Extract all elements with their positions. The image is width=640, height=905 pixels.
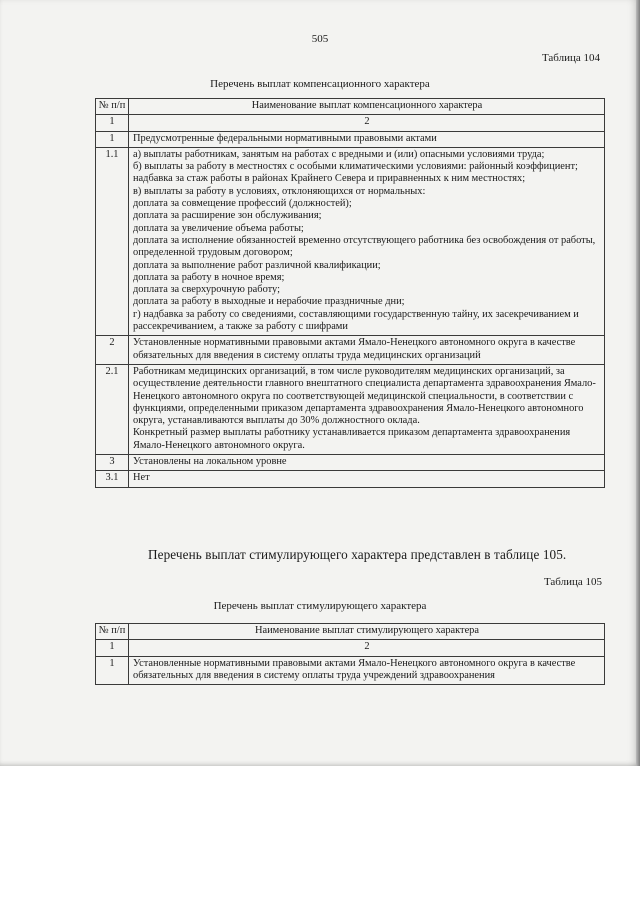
row-text-line: доплата за совмещение профессий (должностей); — [133, 198, 352, 210]
table-row — [96, 455, 605, 471]
table-105-body — [96, 640, 605, 685]
table-104-title: Перечень выплат компенсационного характера — [210, 78, 430, 90]
row-text-line: Предусмотренные федеральными нормативными правовыми актами — [133, 132, 437, 144]
row-description — [129, 336, 605, 365]
row-text-line: Установлены на локальном уровне — [133, 456, 287, 468]
row-number: 1 — [96, 131, 129, 147]
row-description — [129, 131, 605, 147]
row-number: 3.1 — [96, 471, 129, 487]
row-description — [129, 147, 605, 335]
table-row — [96, 364, 605, 454]
table-104-caption: Таблица 104 — [541, 52, 600, 64]
row-text-line: доплата за работу в выходные и нерабочие праздничные дни; — [133, 296, 405, 308]
row-text-line: б) выплаты за работу в местностях с особыми климатическими условиями: районный коэффициент; надбавка за стаж работы в районах Крайнего Севера и приравненных к ним местностях; — [133, 161, 578, 185]
row-text-line: в) выплаты за работу в условиях, отклоняющихся от нормальных: — [133, 185, 426, 197]
row-description — [129, 455, 605, 471]
row-text-line: доплата за расширение зон обслуживания; — [133, 210, 322, 222]
table-header-row — [96, 99, 605, 115]
row-text-line: Нет — [133, 472, 150, 484]
table-row — [96, 131, 605, 147]
row-text-line: доплата за увеличение объема работы; — [133, 222, 304, 234]
table-index-row — [96, 640, 605, 656]
row-number: 1 — [96, 656, 129, 685]
index-cell-num: 1 — [96, 640, 129, 656]
table-row — [96, 656, 605, 685]
row-number: 3 — [96, 455, 129, 471]
table-104 — [95, 98, 605, 488]
page-number: 505 — [311, 33, 329, 45]
header-name: Наименование выплат стимулирующего характера — [129, 624, 605, 640]
row-text-line: Конкретный размер выплаты работнику устанавливается приказом департамента здравоохранения Ямало-Ненецкого автономного округа. — [133, 427, 571, 451]
row-number: 1.1 — [96, 147, 129, 335]
header-num: № п/п — [96, 624, 129, 640]
row-text-line: Работникам медицинских организаций, в том числе руководителям медицинских организаций, за осуществление деятельности главного внештатного специалиста департамента здравоохранения Ямало-Ненецкого автономного округа по соответствующей медицинской специальности, в соответствии с функциями, определенными приказом департамента здравоохранения Ямало-Ненецкого автономного округа, устанавливаются выплаты до 30% должностного оклада. — [133, 365, 596, 427]
table-row — [96, 336, 605, 365]
table-105-intro: Перечень выплат стимулирующего характера представлен в таблице 105. — [148, 547, 567, 562]
table-105 — [95, 623, 605, 685]
header-name: Наименование выплат компенсационного характера — [129, 99, 605, 115]
row-text-line: г) надбавка за работу со сведениями, составляющими государственную тайну, их засекречиванием и рассекречиванием, а также за работу с шифрами — [133, 308, 579, 333]
table-index-row — [96, 115, 605, 131]
header-num: № п/п — [96, 99, 129, 115]
row-text-line: а) выплаты работникам, занятым на работах с вредными и (или) опасными условиями труда; — [133, 148, 545, 160]
index-cell-name: 2 — [129, 115, 605, 131]
row-description — [129, 656, 605, 685]
row-text-line: доплата за сверхурочную работу; — [133, 284, 280, 296]
row-description — [129, 364, 605, 454]
row-text-line: доплата за исполнение обязанностей временно отсутствующего работника без освобождения от работы, определенной трудовым договором; — [133, 234, 596, 259]
row-description — [129, 471, 605, 487]
row-text-line: Установленные нормативными правовыми актами Ямало-Ненецкого автономного округа в качестве обязательных для введения в систему оплаты труда медицинских организаций — [133, 337, 576, 361]
table-105-title: Перечень выплат стимулирующего характера — [213, 600, 427, 612]
index-cell-num: 1 — [96, 115, 129, 131]
table-104-body — [96, 115, 605, 487]
table-105-caption: Таблица 105 — [543, 576, 602, 588]
table-header-row — [96, 624, 605, 640]
index-cell-name: 2 — [129, 640, 605, 656]
row-text-line: доплата за работу в ночное время; — [133, 271, 285, 283]
row-number: 2.1 — [96, 364, 129, 454]
row-text-line: Установленные нормативными правовыми актами Ямало-Ненецкого автономного округа в качестве обязательных для введения в систему оплаты труда учреждений здравоохранения — [133, 657, 576, 681]
table-row — [96, 471, 605, 487]
row-number: 2 — [96, 336, 129, 365]
page-edge-shadow — [636, 0, 640, 766]
table-row — [96, 147, 605, 335]
row-text-line: доплата за выполнение работ различной квалификации; — [133, 259, 381, 271]
